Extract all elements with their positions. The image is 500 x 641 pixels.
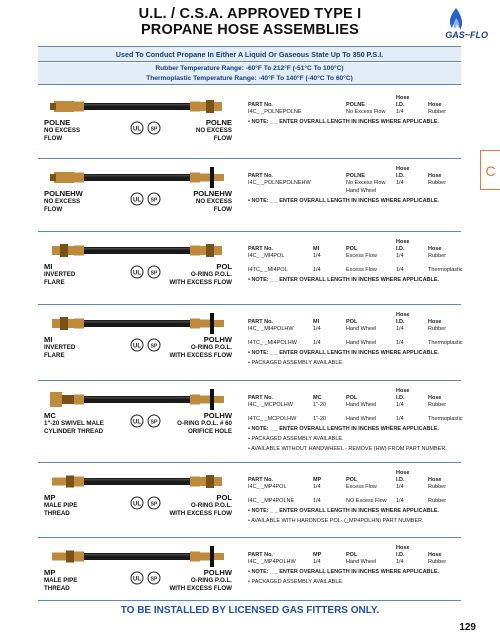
table-cell: Thermoplastic [428,340,463,346]
column-header: Hose [396,239,410,245]
right-fitting-desc: WITH EXCESS FLOW [169,585,232,592]
part-number-table [248,306,461,380]
table-cell: Hand Wheel [346,188,377,194]
table-cell: 1/4 [313,253,321,259]
right-fitting-label [193,190,232,214]
table-row [248,267,461,274]
table-note: • NOTE: _ _ ENTER OVERALL LENGTH IN INCHES WHERE APPLICABLE. [248,426,440,432]
table-header-row [248,95,461,102]
column-header: POLNE [346,173,365,179]
column-header: Hose [428,246,442,252]
svg-text:UL: UL [133,501,141,508]
column-header: Hose [428,395,442,401]
left-fitting-code: POLNEHW [44,189,83,198]
right-fitting-desc: O-RING P.O.L. [190,271,232,278]
table-cell: Rubber [428,180,447,186]
column-header: I.D. [396,552,405,558]
hose-assembly-image [46,388,228,410]
table-cell: 1/4 [396,340,404,346]
hose-illustration-area [38,160,238,231]
table-row [248,180,461,187]
right-fitting-label [169,336,232,360]
table-cell: Thermoplastic [428,416,463,422]
table-row [248,253,461,260]
table-note: • NOTE: _ _ ENTER OVERALL LENGTH IN INCHES WHERE APPLICABLE. [248,508,440,514]
svg-text:SP: SP [150,576,158,583]
left-fitting-label [44,569,77,593]
table-cell: Hand Wheel [346,416,377,422]
left-fitting-desc: THREAD [44,510,70,517]
table-cell: Rubber [428,484,447,490]
hose-illustration-area [38,539,238,600]
part-number-table [248,382,461,462]
page-number: 129 [459,622,476,633]
right-fitting-label [169,569,232,593]
table-row [248,402,461,409]
right-fitting-desc: NO EXCESS [195,198,232,205]
ul-csa-certification-icon [130,496,166,510]
svg-text:SP: SP [150,343,158,350]
right-fitting-desc: WITH EXCESS FLOW [169,279,232,286]
left-fitting-desc: FLARE [44,279,65,286]
table-cell: Thermoplastic [428,267,463,273]
rubber-temp-range: Rubber Temperature Range: -60°F To 212°F (-51°C To 100°C) [155,65,344,72]
left-fitting-label [44,336,75,360]
ul-csa-certification-icon [130,192,166,206]
column-header: Hose [428,319,442,325]
page-header [0,0,500,46]
right-fitting-desc: O-RING P.O.L. [190,344,232,351]
hose-assembly-image [46,166,228,188]
ul-csa-certification-icon [130,265,166,279]
pressure-banner: Used To Conduct Propane In Either A Liquid Or Gaseous State Up To 350 P.S.I. [38,46,461,62]
left-fitting-desc: CYLINDER THREAD [44,428,104,435]
table-cell: 1/4 [313,559,321,565]
table-cell: 1"-20 [313,416,326,422]
left-fitting-desc: NO EXCESS [44,198,81,205]
left-fitting-code: MP [44,493,56,502]
table-cell: 1"-20 [313,402,326,408]
table-cell: 1/4 [396,484,404,490]
column-header: MP [313,477,322,483]
column-header: I.D. [396,319,405,325]
table-cell: I4C_ _MCPOLHW [248,402,293,408]
column-header: Hose [396,95,410,101]
title-line-1: U.L. / C.S.A. APPROVED TYPE I [138,6,362,22]
table-note: • PACKAGED ASSEMBLY AVAILABLE. [248,360,344,366]
column-header: Hose [396,312,410,318]
table-note: • PACKAGED ASSEMBLY AVAILABLE. [248,436,344,442]
table-header-row [248,552,461,559]
table-cell: 1/4 [313,267,321,273]
svg-text:UL: UL [133,270,141,277]
table-header-row [248,319,461,326]
left-fitting-label [44,263,75,287]
column-header: POL [346,477,358,483]
table-cell: 1/4 [313,484,321,490]
table-header-row [248,388,461,395]
column-header: Hose [396,388,410,394]
column-header: PART No. [248,477,273,483]
column-header: Hose [428,477,442,483]
svg-text:SP: SP [150,501,158,508]
table-note: • NOTE: _ _ ENTER OVERALL LENGTH IN INCHES WHERE APPLICABLE. [248,350,440,356]
ul-csa-certification-icon [130,571,166,585]
column-header: PART No. [248,552,273,558]
right-fitting-code: POL [216,262,232,271]
left-fitting-desc: FLARE [44,352,65,359]
svg-text:UL: UL [133,126,141,133]
left-fitting-label [44,190,83,214]
table-cell: Rubber [428,402,447,408]
temperature-banner [38,63,461,85]
right-fitting-desc: O-RING P.O.L. [190,502,232,509]
table-cell: I4C_ _MI4POLHW [248,326,294,332]
column-header: MI [313,319,320,325]
table-cell: 1/4 [396,416,404,422]
table-header-row [248,173,461,180]
table-cell: I4C_ _POLNEPOLNEHW [248,180,311,186]
table-cell: 1/4 [396,180,404,186]
table-cell: 1/4 [396,253,404,259]
table-note: • NOTE: _ _ ENTER OVERALL LENGTH IN INCHES WHERE APPLICABLE. [248,569,440,575]
column-header: MI [313,246,320,252]
hose-section [38,306,461,381]
hose-illustration-area [38,382,238,462]
ul-csa-certification-icon [130,414,166,428]
svg-text:UL: UL [133,419,141,426]
table-row [248,498,461,505]
table-row [248,416,461,423]
column-header: I.D. [396,395,405,401]
left-fitting-code: POLNE [44,118,71,127]
table-cell: 1/4 [396,498,404,504]
table-cell: No Excess Flow [346,180,386,186]
table-cell: I4TC_ _MCPOLHW [248,416,297,422]
right-fitting-desc: WITH EXCESS FLOW [169,352,232,359]
table-cell: I4C_ _MP4POL [248,484,287,490]
section-tab: C [480,150,500,190]
right-fitting-desc: FLOW [213,135,232,142]
right-fitting-desc: FLOW [213,206,232,213]
svg-text:SP: SP [150,419,158,426]
right-fitting-label [169,263,232,287]
table-header-row [248,102,461,109]
table-cell: Hand Wheel [346,402,377,408]
table-header-row [248,312,461,319]
table-cell: Hand Wheel [346,559,377,565]
table-header-row [248,477,461,484]
right-fitting-desc: WITH EXCESS FLOW [169,510,232,517]
hose-illustration-area [38,464,238,537]
svg-text:UL: UL [133,576,141,583]
hose-illustration-area [38,89,238,158]
left-fitting-desc: 1"-20 SWIVEL MALE [44,420,104,427]
table-cell: I4C_ _MP4POLNE [248,498,295,504]
column-header: PART No. [248,246,273,252]
column-header: MC [313,395,322,401]
column-header: POL [346,246,358,252]
table-header-row [248,246,461,253]
table-cell: I4TC_ _MI4POL [248,267,288,273]
svg-text:SP: SP [150,270,158,277]
table-cell: Rubber [428,498,447,504]
column-header: Hose [428,552,442,558]
table-cell: I4TC_ _MI4POLHW [248,340,297,346]
table-cell: Rubber [428,326,447,332]
column-header: Hose [428,102,442,108]
page-title [0,0,500,38]
table-cell: 1/4 [396,402,404,408]
column-header: PART No. [248,395,273,401]
hose-assembly-image [46,312,228,334]
right-fitting-code: POL [216,493,232,502]
ul-csa-certification-icon [130,338,166,352]
right-fitting-code: POLNE [205,118,232,127]
table-note: • AVAILABLE WITHOUT HANDWHEEL - REMOVE (HW) FROM PART NUMBER. [248,446,447,452]
table-cell: 1/4 [396,559,404,565]
right-fitting-label [196,119,232,143]
table-cell: 1/4 [313,326,321,332]
column-header: Hose [428,173,442,179]
left-fitting-code: MI [44,335,53,344]
left-fitting-desc: THREAD [44,585,70,592]
part-number-table [248,539,461,600]
table-cell: Rubber [428,109,447,115]
column-header: I.D. [396,477,405,483]
thermo-temp-range: Thermoplastic Temperature Range: -40°F To 140°F (-40°C To 60°C) [146,75,353,82]
table-row [248,188,461,195]
table-row [248,484,461,491]
table-cell: I4C_ _MP4POLHW [248,559,296,565]
column-header: POL [346,552,358,558]
table-cell: Rubber [428,559,447,565]
column-header: PART No. [248,102,273,108]
left-fitting-code: MP [44,568,56,577]
table-header-row [248,545,461,552]
right-fitting-label [177,412,232,436]
table-cell: 1/4 [313,340,321,346]
left-fitting-code: MI [44,262,53,271]
table-cell: 1/4 [396,267,404,273]
table-cell: Excess Flow [346,267,377,273]
left-fitting-desc: INVERTED [44,344,76,351]
table-cell: Excess Flow [346,484,377,490]
part-number-table [248,89,461,158]
table-row [248,109,461,116]
table-cell: 1/4 [396,326,404,332]
column-header: I.D. [396,173,405,179]
svg-text:UL: UL [133,197,141,204]
right-fitting-code: POLHW [203,411,232,420]
hose-section [38,160,461,232]
ul-csa-certification-icon [130,121,166,135]
svg-text:SP: SP [150,197,158,204]
hose-illustration-area [38,233,238,304]
right-fitting-label [169,494,232,518]
table-header-row [248,470,461,477]
table-row [248,326,461,333]
column-header: Hose [396,166,410,172]
left-fitting-desc: MALE PIPE [44,577,78,584]
table-cell: 1/4 [313,498,321,504]
right-fitting-code: POLNEHW [193,189,232,198]
part-number-table [248,464,461,537]
table-cell: 1/4 [396,109,404,115]
table-row [248,340,461,347]
table-row [248,559,461,566]
hose-section [38,233,461,305]
left-fitting-label [44,412,104,436]
left-fitting-desc: NO EXCESS [44,127,81,134]
left-fitting-desc: FLOW [44,135,63,142]
hose-assembly-image [46,545,228,567]
table-cell: NO Excess Flow [346,498,387,504]
hose-assembly-image [46,239,228,261]
hose-section [38,89,461,159]
column-header: I.D. [396,102,405,108]
column-header: POL [346,395,358,401]
left-fitting-label [44,119,80,143]
left-fitting-label [44,494,77,518]
svg-text:UL: UL [133,343,141,350]
left-fitting-desc: INVERTED [44,271,76,278]
table-note: • NOTE: _ _ ENTER OVERALL LENGTH IN INCHES WHERE APPLICABLE. [248,119,440,125]
svg-text:SP: SP [150,126,158,133]
column-header: PART No. [248,319,273,325]
table-cell: Hand Wheel [346,340,377,346]
table-cell: Hand Wheel [346,326,377,332]
column-header: I.D. [396,246,405,252]
column-header: Hose [396,545,410,551]
table-note: • PACKAGED ASSEMBLY AVAILABLE. [248,579,344,585]
hose-section [38,464,461,538]
left-fitting-desc: FLOW [44,206,63,213]
left-fitting-desc: MALE PIPE [44,502,78,509]
table-note: • NOTE: _ _ ENTER OVERALL LENGTH IN INCHES WHERE APPLICABLE. [248,277,440,283]
column-header: MP [313,552,322,558]
part-number-table [248,160,461,231]
table-note: • AVAILABLE WITH HARDNOSE POL- (_MP4POLHN) PART NUMBER. [248,518,424,524]
installer-warning: TO BE INSTALLED BY LICENSED GAS FITTERS ONLY. [120,605,380,616]
right-fitting-desc: O-RING P.O.L. [190,577,232,584]
hose-assembly-image [46,95,228,117]
hose-section [38,382,461,463]
table-note: • NOTE: _ _ ENTER OVERALL LENGTH IN INCHES WHERE APPLICABLE. [248,198,440,204]
table-cell: Excess Flow [346,253,377,259]
table-header-row [248,166,461,173]
gas-flo-logo-text: GAS~FLO [445,30,488,40]
column-header: Hose [396,470,410,476]
hose-illustration-area [38,306,238,380]
column-header: PART No. [248,173,273,179]
right-fitting-code: POLHW [203,568,232,577]
hose-section [38,539,461,601]
part-number-table [248,233,461,304]
right-fitting-desc: O-RING P.O.L. # 60 [177,420,232,427]
right-fitting-code: POLHW [203,335,232,344]
table-cell: Rubber [428,253,447,259]
table-header-row [248,239,461,246]
table-header-row [248,395,461,402]
column-header: POL [346,319,358,325]
hose-assembly-image [46,470,228,492]
left-fitting-code: MC [44,411,56,420]
column-header: POLNE [346,102,365,108]
right-fitting-desc: ORIFICE HOLE [187,428,232,435]
title-line-2: PROPANE HOSE ASSEMBLIES [140,22,360,38]
right-fitting-desc: NO EXCESS [195,127,232,134]
table-cell: I4C_ _MI4POL [248,253,285,259]
table-cell: No Excess Flow [346,109,386,115]
table-cell: I4C_ _POLNEPOLNE [248,109,302,115]
